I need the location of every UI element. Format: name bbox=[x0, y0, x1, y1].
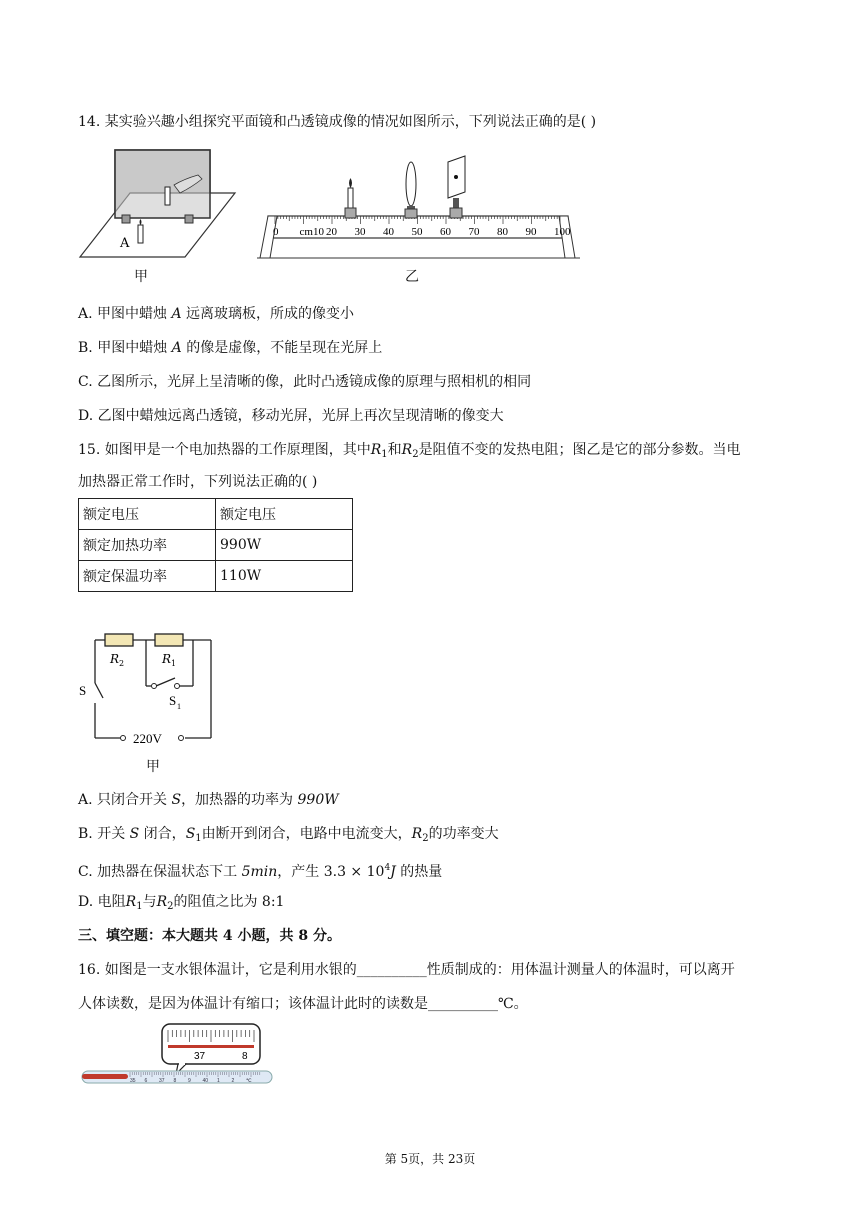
scale-label: 6 bbox=[144, 1078, 148, 1084]
candle-a bbox=[138, 225, 143, 243]
r1-label: R bbox=[162, 652, 172, 666]
table-cell: 额定电压 bbox=[216, 499, 353, 530]
fig-yi-caption: 乙 bbox=[405, 269, 419, 285]
scale-label: 9 bbox=[188, 1078, 191, 1084]
q14-option-a: A. 甲图中蜡烛 A 远离玻璃板，所成的像变小 bbox=[78, 306, 355, 322]
candle bbox=[348, 188, 353, 208]
scale-label: 2 bbox=[231, 1078, 235, 1084]
table-cell: 额定电压 bbox=[79, 499, 216, 530]
bench-tick-label: 70 bbox=[468, 226, 480, 238]
bench-tick-label: 50 bbox=[411, 226, 423, 238]
table-cell: 额定加热功率 bbox=[79, 530, 216, 561]
bench-tick-label: 20 bbox=[326, 226, 337, 238]
table-row bbox=[79, 499, 353, 530]
q15-option-c: C. 加热器在保温状态下工 5min，产生 $3.3 \times 10^4J$ 的热量 bbox=[78, 863, 443, 880]
bench-tick-label: 40 bbox=[383, 226, 394, 238]
fig-jia-caption: 甲 bbox=[134, 269, 148, 285]
bench-tick-label: 90 bbox=[525, 226, 537, 238]
plane-mirror-figure bbox=[78, 145, 238, 285]
scale-label: 35 bbox=[130, 1078, 136, 1084]
bench-tick-label: 30 bbox=[354, 226, 366, 238]
svg-text:37: 37 bbox=[194, 1051, 206, 1062]
circuit-caption: 甲 bbox=[146, 759, 160, 775]
bench-tick-label: 0 bbox=[273, 226, 279, 238]
q16-line2: 人体读数，是因为体温计有缩口；该体温计此时的读数是__________℃。 bbox=[78, 996, 528, 1012]
label-a: A bbox=[120, 236, 130, 251]
switch-s1-label: S bbox=[169, 693, 177, 708]
stand-right bbox=[185, 215, 193, 223]
bench-tick-label: 100 bbox=[554, 226, 571, 238]
q14-option-b: B. 甲图中蜡烛 A 的像是虚像，不能呈现在光屏上 bbox=[78, 340, 383, 356]
thermometer-figure bbox=[78, 1020, 278, 1090]
svg-text:8: 8 bbox=[242, 1051, 248, 1062]
voltage-label: 220V bbox=[133, 731, 162, 746]
table-cell: 990W bbox=[216, 530, 353, 561]
svg-text:1: 1 bbox=[171, 659, 177, 668]
q16-line1: 16. 如图是一支水银体温计，它是利用水银的__________性质制成的：用体温计测量人的体温时，可以离开 bbox=[78, 962, 735, 978]
optical-bench-figure bbox=[255, 150, 580, 265]
section-heading: 三、填空题：本大题共 4 小题，共 8 分。 bbox=[78, 928, 341, 944]
table-row bbox=[79, 561, 353, 592]
mercury-column-zoom bbox=[168, 1045, 254, 1048]
scale-label: 40 bbox=[202, 1078, 209, 1084]
page-footer: 第 5页，共 23页 bbox=[384, 1152, 476, 1166]
q15-stem-line2: 加热器正常工作时，下列说法正确的( ) bbox=[78, 474, 318, 490]
q15-stem-line1: 15. 如图甲是一个电加热器的工作原理图，其中$R_1$和$R_2$是阻值不变的发热电阻；图乙是它的部分参数。当电 bbox=[78, 442, 741, 460]
q14-option-c: C. 乙图所示，光屏上呈清晰的像，此时凸透镜成像的原理与照相机的相同 bbox=[78, 374, 532, 390]
table-cell: 110W bbox=[216, 561, 353, 592]
convex-lens bbox=[406, 162, 416, 206]
r2-label: R bbox=[110, 652, 120, 666]
q14-stem: 14. 某实验兴趣小组探究平面镜和凸透镜成像的情况如图所示，下列说法正确的是( ) bbox=[78, 114, 597, 130]
table-cell: 额定保温功率 bbox=[79, 561, 216, 592]
mercury-bulb bbox=[82, 1074, 128, 1079]
candle-image bbox=[165, 187, 170, 205]
candle-flame bbox=[349, 178, 352, 188]
parameter-table bbox=[78, 498, 353, 592]
q14-option-d: D. 乙图中蜡烛远离凸透镜，移动光屏，光屏上再次呈现清晰的像变大 bbox=[78, 408, 504, 424]
svg-text:2: 2 bbox=[119, 659, 125, 668]
scale-label: 37 bbox=[159, 1078, 165, 1084]
bench-tick-label: 60 bbox=[440, 226, 451, 238]
scale-label: 1 bbox=[217, 1078, 220, 1084]
q15-option-a: A. 只闭合开关 S，加热器的功率为 990W bbox=[78, 792, 339, 808]
stand-left bbox=[122, 215, 130, 223]
svg-text:1: 1 bbox=[177, 702, 181, 711]
switch-s-label: S bbox=[79, 683, 87, 698]
q15-option-b: B. 开关 S 闭合，$S_1$由断开到闭合，电路中电流变大，$R_2$的功率变大 bbox=[78, 826, 499, 844]
q15-option-d: D. 电阻$R_1$与$R_2$的阻值之比为 8:1 bbox=[78, 894, 285, 912]
scale-label: ℃ bbox=[246, 1078, 252, 1084]
bench-tick-label: cm10 bbox=[299, 226, 324, 238]
bench-tick-label: 80 bbox=[497, 226, 508, 238]
scale-label: 8 bbox=[173, 1078, 177, 1084]
table-row bbox=[79, 530, 353, 561]
